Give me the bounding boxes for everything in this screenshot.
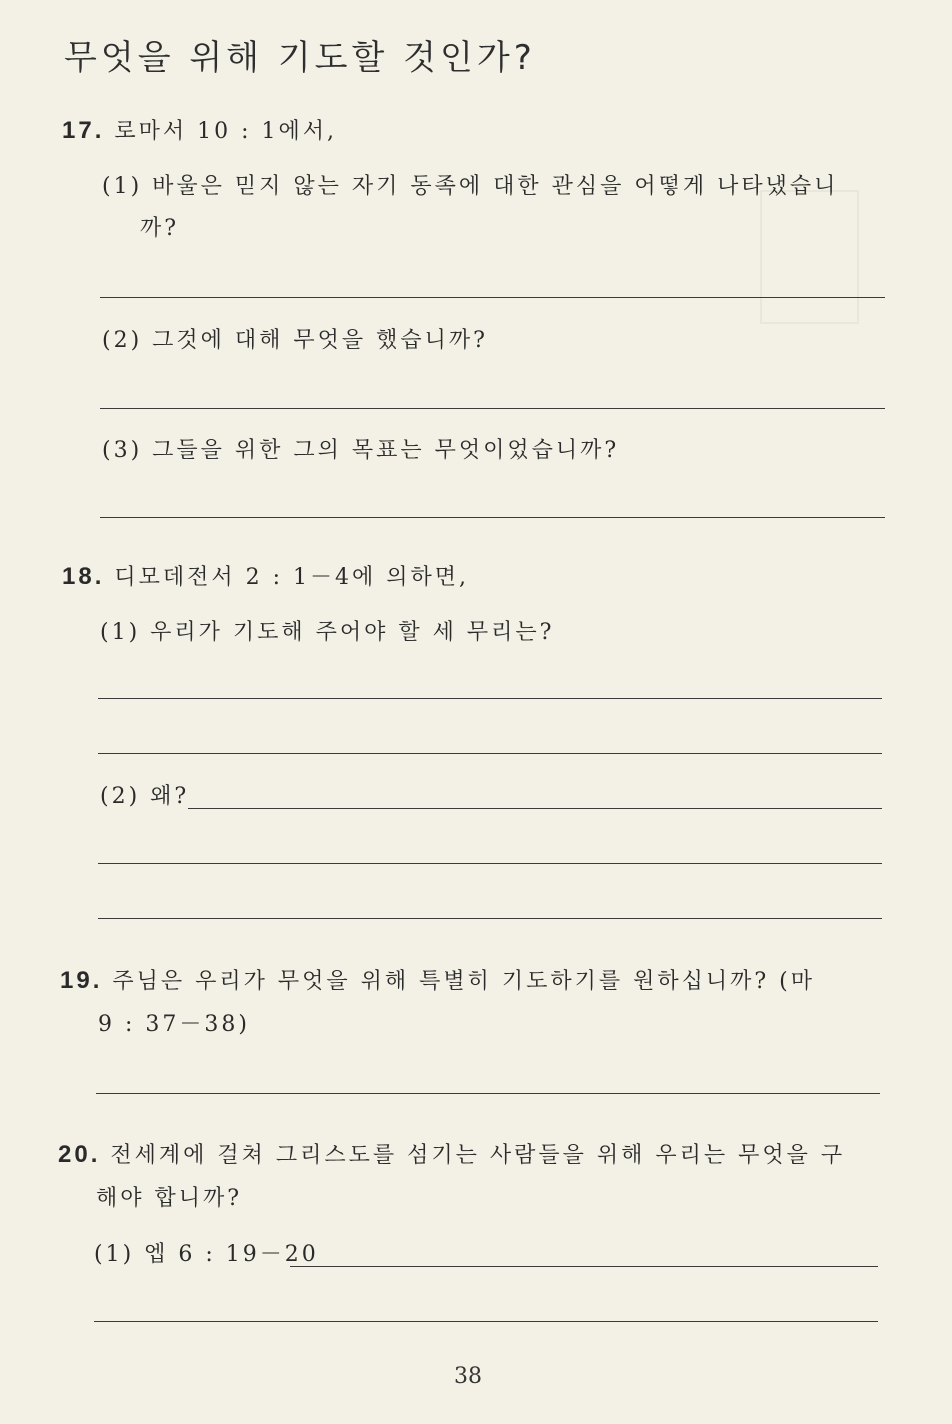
answer-line[interactable]: [94, 1321, 878, 1322]
question-number: 18.: [62, 563, 105, 590]
question-number: 19.: [60, 967, 103, 994]
answer-line[interactable]: [98, 863, 882, 864]
question-text: 전세계에 걸쳐 그리스도를 섬기는 사람들을 위해 우리는 무엇을 구: [110, 1143, 846, 1168]
page-title: 무엇을 위해 기도할 것인가?: [64, 38, 536, 78]
answer-line[interactable]: [290, 1266, 878, 1267]
question-number: 20.: [58, 1141, 101, 1168]
q18-sub1: (1) 우리가 기도해 주어야 할 세 무리는?: [100, 620, 555, 645]
question-text: 주님은 우리가 무엇을 위해 특별히 기도하기를 원하십니까? (마: [112, 969, 816, 994]
question-19-cont: 9 : 37－38): [98, 1012, 250, 1037]
answer-line[interactable]: [188, 808, 882, 809]
answer-line[interactable]: [96, 1093, 880, 1094]
q17-sub2: (2) 그것에 대해 무엇을 했습니까?: [102, 328, 488, 353]
q17-sub1-line2: 까?: [140, 216, 180, 241]
q17-sub3: (3) 그들을 위한 그의 목표는 무엇이었습니까?: [102, 438, 620, 463]
question-19: [60, 966, 815, 997]
q17-sub1-line1: (1) 바울은 믿지 않는 자기 동족에 대한 관심을 어떻게 나타냈습니: [102, 174, 839, 199]
answer-line[interactable]: [98, 753, 882, 754]
answer-line[interactable]: [98, 918, 882, 919]
question-number: 17.: [62, 117, 105, 144]
question-17: [62, 116, 337, 147]
question-20: [58, 1140, 845, 1171]
q18-sub2: (2) 왜?: [100, 784, 190, 809]
question-text: 디모데전서 2 : 1－4에 의하면,: [114, 565, 470, 590]
answer-line[interactable]: [98, 698, 882, 699]
question-18: [62, 562, 469, 593]
page-number: 38: [454, 1364, 482, 1389]
bleed-through-box: [760, 190, 859, 324]
question-text: 로마서 10 : 1에서,: [114, 119, 338, 144]
q20-sub1: (1) 엡 6 : 19－20: [94, 1242, 319, 1267]
answer-line[interactable]: [100, 517, 885, 518]
answer-line[interactable]: [100, 297, 885, 298]
question-20-cont: 해야 합니까?: [96, 1186, 243, 1211]
answer-line[interactable]: [100, 408, 885, 409]
